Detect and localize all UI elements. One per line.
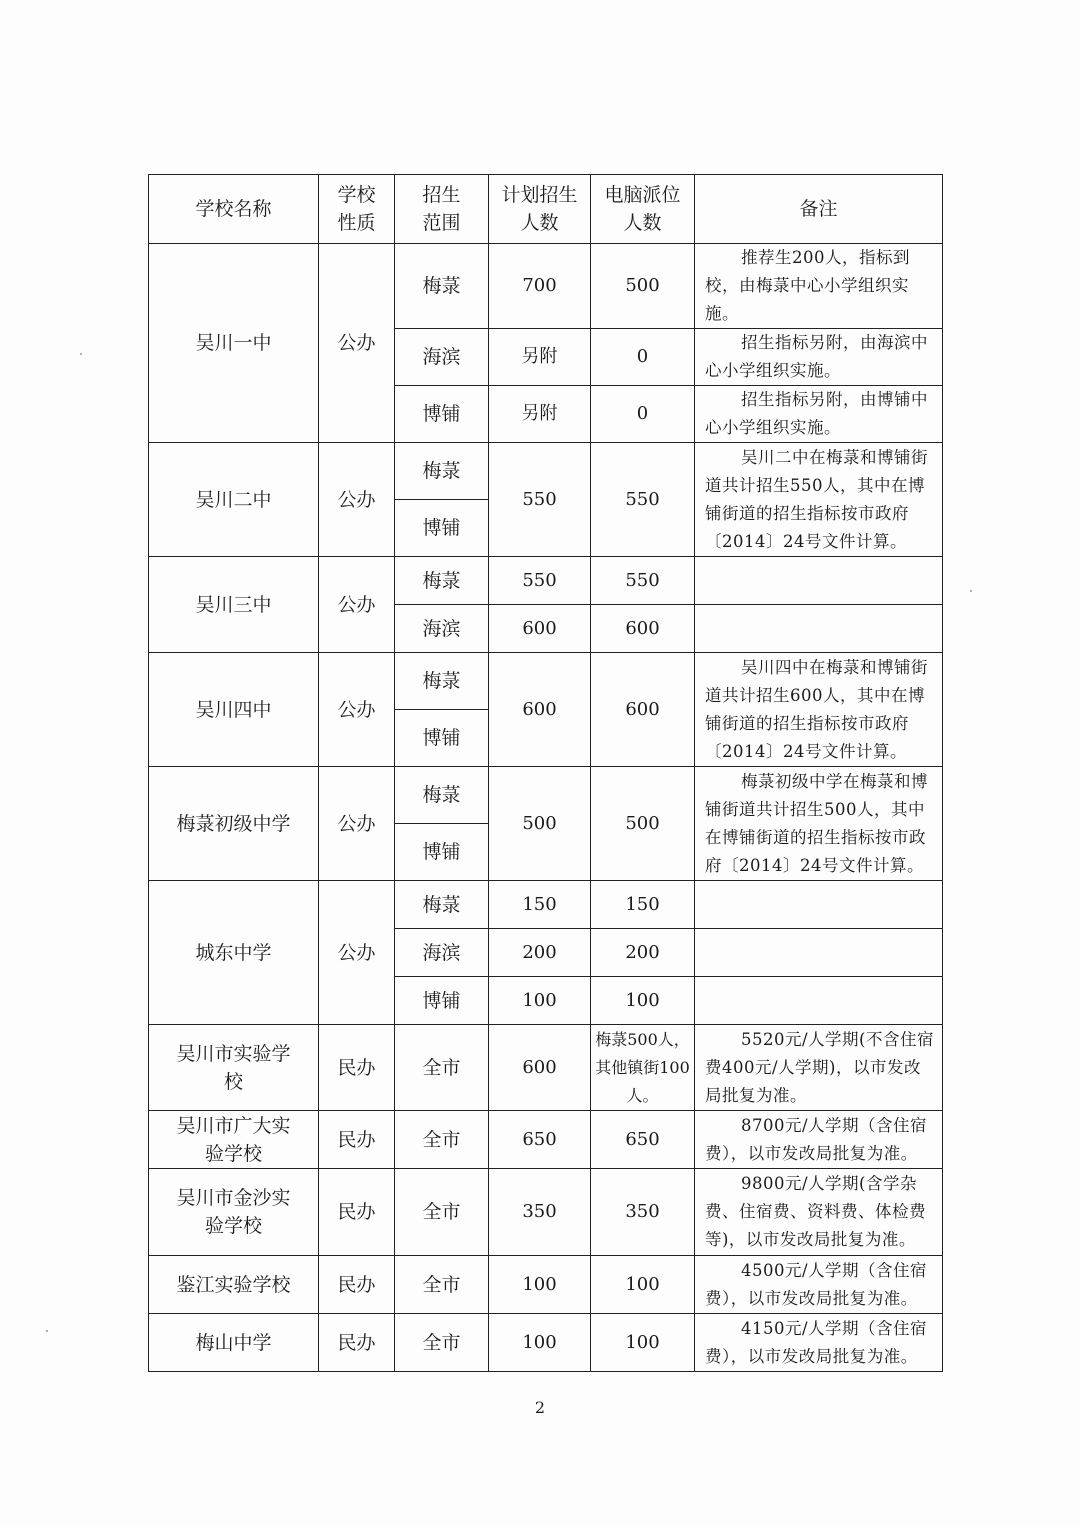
table-row <box>149 557 943 605</box>
note-cell: 8700元/人学期（含住宿费），以市发改局批复为准。 <box>695 1111 943 1169</box>
table-row <box>149 1111 943 1169</box>
scope-cell: 梅菉 <box>395 767 489 824</box>
school-nature: 公办 <box>319 443 395 557</box>
scope-cell: 海滨 <box>395 929 489 977</box>
plan-cell: 350 <box>489 1169 591 1256</box>
plan-cell: 150 <box>489 881 591 929</box>
computer-cell: 350 <box>591 1169 695 1256</box>
school-nature: 公办 <box>319 767 395 881</box>
plan-cell: 200 <box>489 929 591 977</box>
note-cell <box>695 557 943 605</box>
computer-cell: 梅菉500人，其他镇街100人。 <box>591 1025 695 1111</box>
scope-cell: 全市 <box>395 1025 489 1111</box>
school-name: 梅菉初级中学 <box>149 767 319 881</box>
school-nature: 民办 <box>319 1256 395 1314</box>
scope-cell: 海滨 <box>395 329 489 386</box>
school-name: 梅山中学 <box>149 1314 319 1372</box>
plan-cell: 另附 <box>489 386 591 443</box>
scope-cell: 梅菉 <box>395 653 489 710</box>
note-cell <box>695 605 943 653</box>
school-name: 吴川市广大实验学校 <box>149 1111 319 1169</box>
table-row <box>149 1314 943 1372</box>
table-row <box>149 1025 943 1111</box>
school-nature: 公办 <box>319 653 395 767</box>
computer-cell: 600 <box>591 653 695 767</box>
school-name: 吴川一中 <box>149 244 319 443</box>
header-computer: 电脑派位 人数 <box>591 175 695 244</box>
note-cell: 5520元/人学期(不含住宿费400元/人学期)，以市发改局批复为准。 <box>695 1025 943 1111</box>
school-name: 吴川四中 <box>149 653 319 767</box>
plan-cell: 650 <box>489 1111 591 1169</box>
enrollment-table <box>148 174 943 1372</box>
scope-cell: 梅菉 <box>395 443 489 500</box>
school-name: 吴川市金沙实验学校 <box>149 1169 319 1256</box>
note-cell: 招生指标另附，由博铺中心小学组织实施。 <box>695 386 943 443</box>
plan-cell: 700 <box>489 244 591 329</box>
school-name: 吴川二中 <box>149 443 319 557</box>
header-plan: 计划招生 人数 <box>489 175 591 244</box>
school-name: 吴川市实验学校 <box>149 1025 319 1111</box>
school-name: 吴川三中 <box>149 557 319 653</box>
note-cell <box>695 977 943 1025</box>
scope-cell: 梅菉 <box>395 881 489 929</box>
note-cell: 4500元/人学期（含住宿费），以市发改局批复为准。 <box>695 1256 943 1314</box>
computer-cell: 0 <box>591 329 695 386</box>
note-cell: 吴川二中在梅菉和博铺街道共计招生550人，其中在博铺街道的招生指标按市政府〔2014〕24号文件计算。 <box>695 443 943 557</box>
school-nature: 民办 <box>319 1111 395 1169</box>
page-number: 2 <box>534 1398 546 1417</box>
table-row <box>149 881 943 929</box>
scope-cell: 梅菉 <box>395 557 489 605</box>
note-cell: 4150元/人学期（含住宿费），以市发改局批复为准。 <box>695 1314 943 1372</box>
scope-cell: 博铺 <box>395 824 489 881</box>
note-cell: 吴川四中在梅菉和博铺街道共计招生600人，其中在博铺街道的招生指标按市政府〔2014〕24号文件计算。 <box>695 653 943 767</box>
scan-speck <box>970 590 972 592</box>
school-nature: 民办 <box>319 1025 395 1111</box>
computer-cell: 500 <box>591 767 695 881</box>
plan-cell: 500 <box>489 767 591 881</box>
school-nature: 公办 <box>319 557 395 653</box>
scope-cell: 海滨 <box>395 605 489 653</box>
scope-cell: 全市 <box>395 1111 489 1169</box>
table-row <box>149 653 943 710</box>
computer-cell: 150 <box>591 881 695 929</box>
header-scope: 招生 范围 <box>395 175 489 244</box>
scope-cell: 博铺 <box>395 710 489 767</box>
computer-cell: 550 <box>591 557 695 605</box>
plan-cell: 550 <box>489 443 591 557</box>
scope-cell: 全市 <box>395 1169 489 1256</box>
note-cell: 9800元/人学期(含学杂费、住宿费、资料费、体检费等)，以市发改局批复为准。 <box>695 1169 943 1256</box>
scope-cell: 全市 <box>395 1256 489 1314</box>
plan-cell: 100 <box>489 1256 591 1314</box>
note-cell <box>695 929 943 977</box>
scan-speck <box>80 353 82 355</box>
scope-cell: 全市 <box>395 1314 489 1372</box>
computer-cell: 0 <box>591 386 695 443</box>
scope-cell: 博铺 <box>395 977 489 1025</box>
plan-cell: 550 <box>489 557 591 605</box>
note-cell: 梅菉初级中学在梅菉和博铺街道共计招生500人，其中在博铺街道的招生指标按市政府〔2014〕24号文件计算。 <box>695 767 943 881</box>
school-nature: 民办 <box>319 1169 395 1256</box>
computer-cell: 550 <box>591 443 695 557</box>
plan-cell: 600 <box>489 605 591 653</box>
header-school-nature: 学校 性质 <box>319 175 395 244</box>
computer-cell: 500 <box>591 244 695 329</box>
header-row <box>149 175 943 244</box>
table-row <box>149 767 943 824</box>
plan-cell: 100 <box>489 977 591 1025</box>
computer-cell: 100 <box>591 1314 695 1372</box>
table-row <box>149 244 943 329</box>
note-cell <box>695 881 943 929</box>
school-nature: 公办 <box>319 244 395 443</box>
scope-cell: 梅菉 <box>395 244 489 329</box>
scan-speck <box>46 1330 48 1332</box>
school-name: 城东中学 <box>149 881 319 1025</box>
header-school-name: 学校名称 <box>149 175 319 244</box>
school-nature: 公办 <box>319 881 395 1025</box>
computer-cell: 100 <box>591 1256 695 1314</box>
computer-cell: 650 <box>591 1111 695 1169</box>
header-note: 备注 <box>695 175 943 244</box>
table-row <box>149 443 943 500</box>
scope-cell: 博铺 <box>395 386 489 443</box>
plan-cell: 100 <box>489 1314 591 1372</box>
computer-cell: 100 <box>591 977 695 1025</box>
note-cell: 招生指标另附，由海滨中心小学组织实施。 <box>695 329 943 386</box>
computer-cell: 600 <box>591 605 695 653</box>
table-row <box>149 1169 943 1256</box>
plan-cell: 600 <box>489 1025 591 1111</box>
note-cell: 推荐生200人，指标到校，由梅菉中心小学组织实施。 <box>695 244 943 329</box>
school-nature: 民办 <box>319 1314 395 1372</box>
plan-cell: 另附 <box>489 329 591 386</box>
school-name: 鉴江实验学校 <box>149 1256 319 1314</box>
computer-cell: 200 <box>591 929 695 977</box>
scope-cell: 博铺 <box>395 500 489 557</box>
plan-cell: 600 <box>489 653 591 767</box>
table-row <box>149 1256 943 1314</box>
